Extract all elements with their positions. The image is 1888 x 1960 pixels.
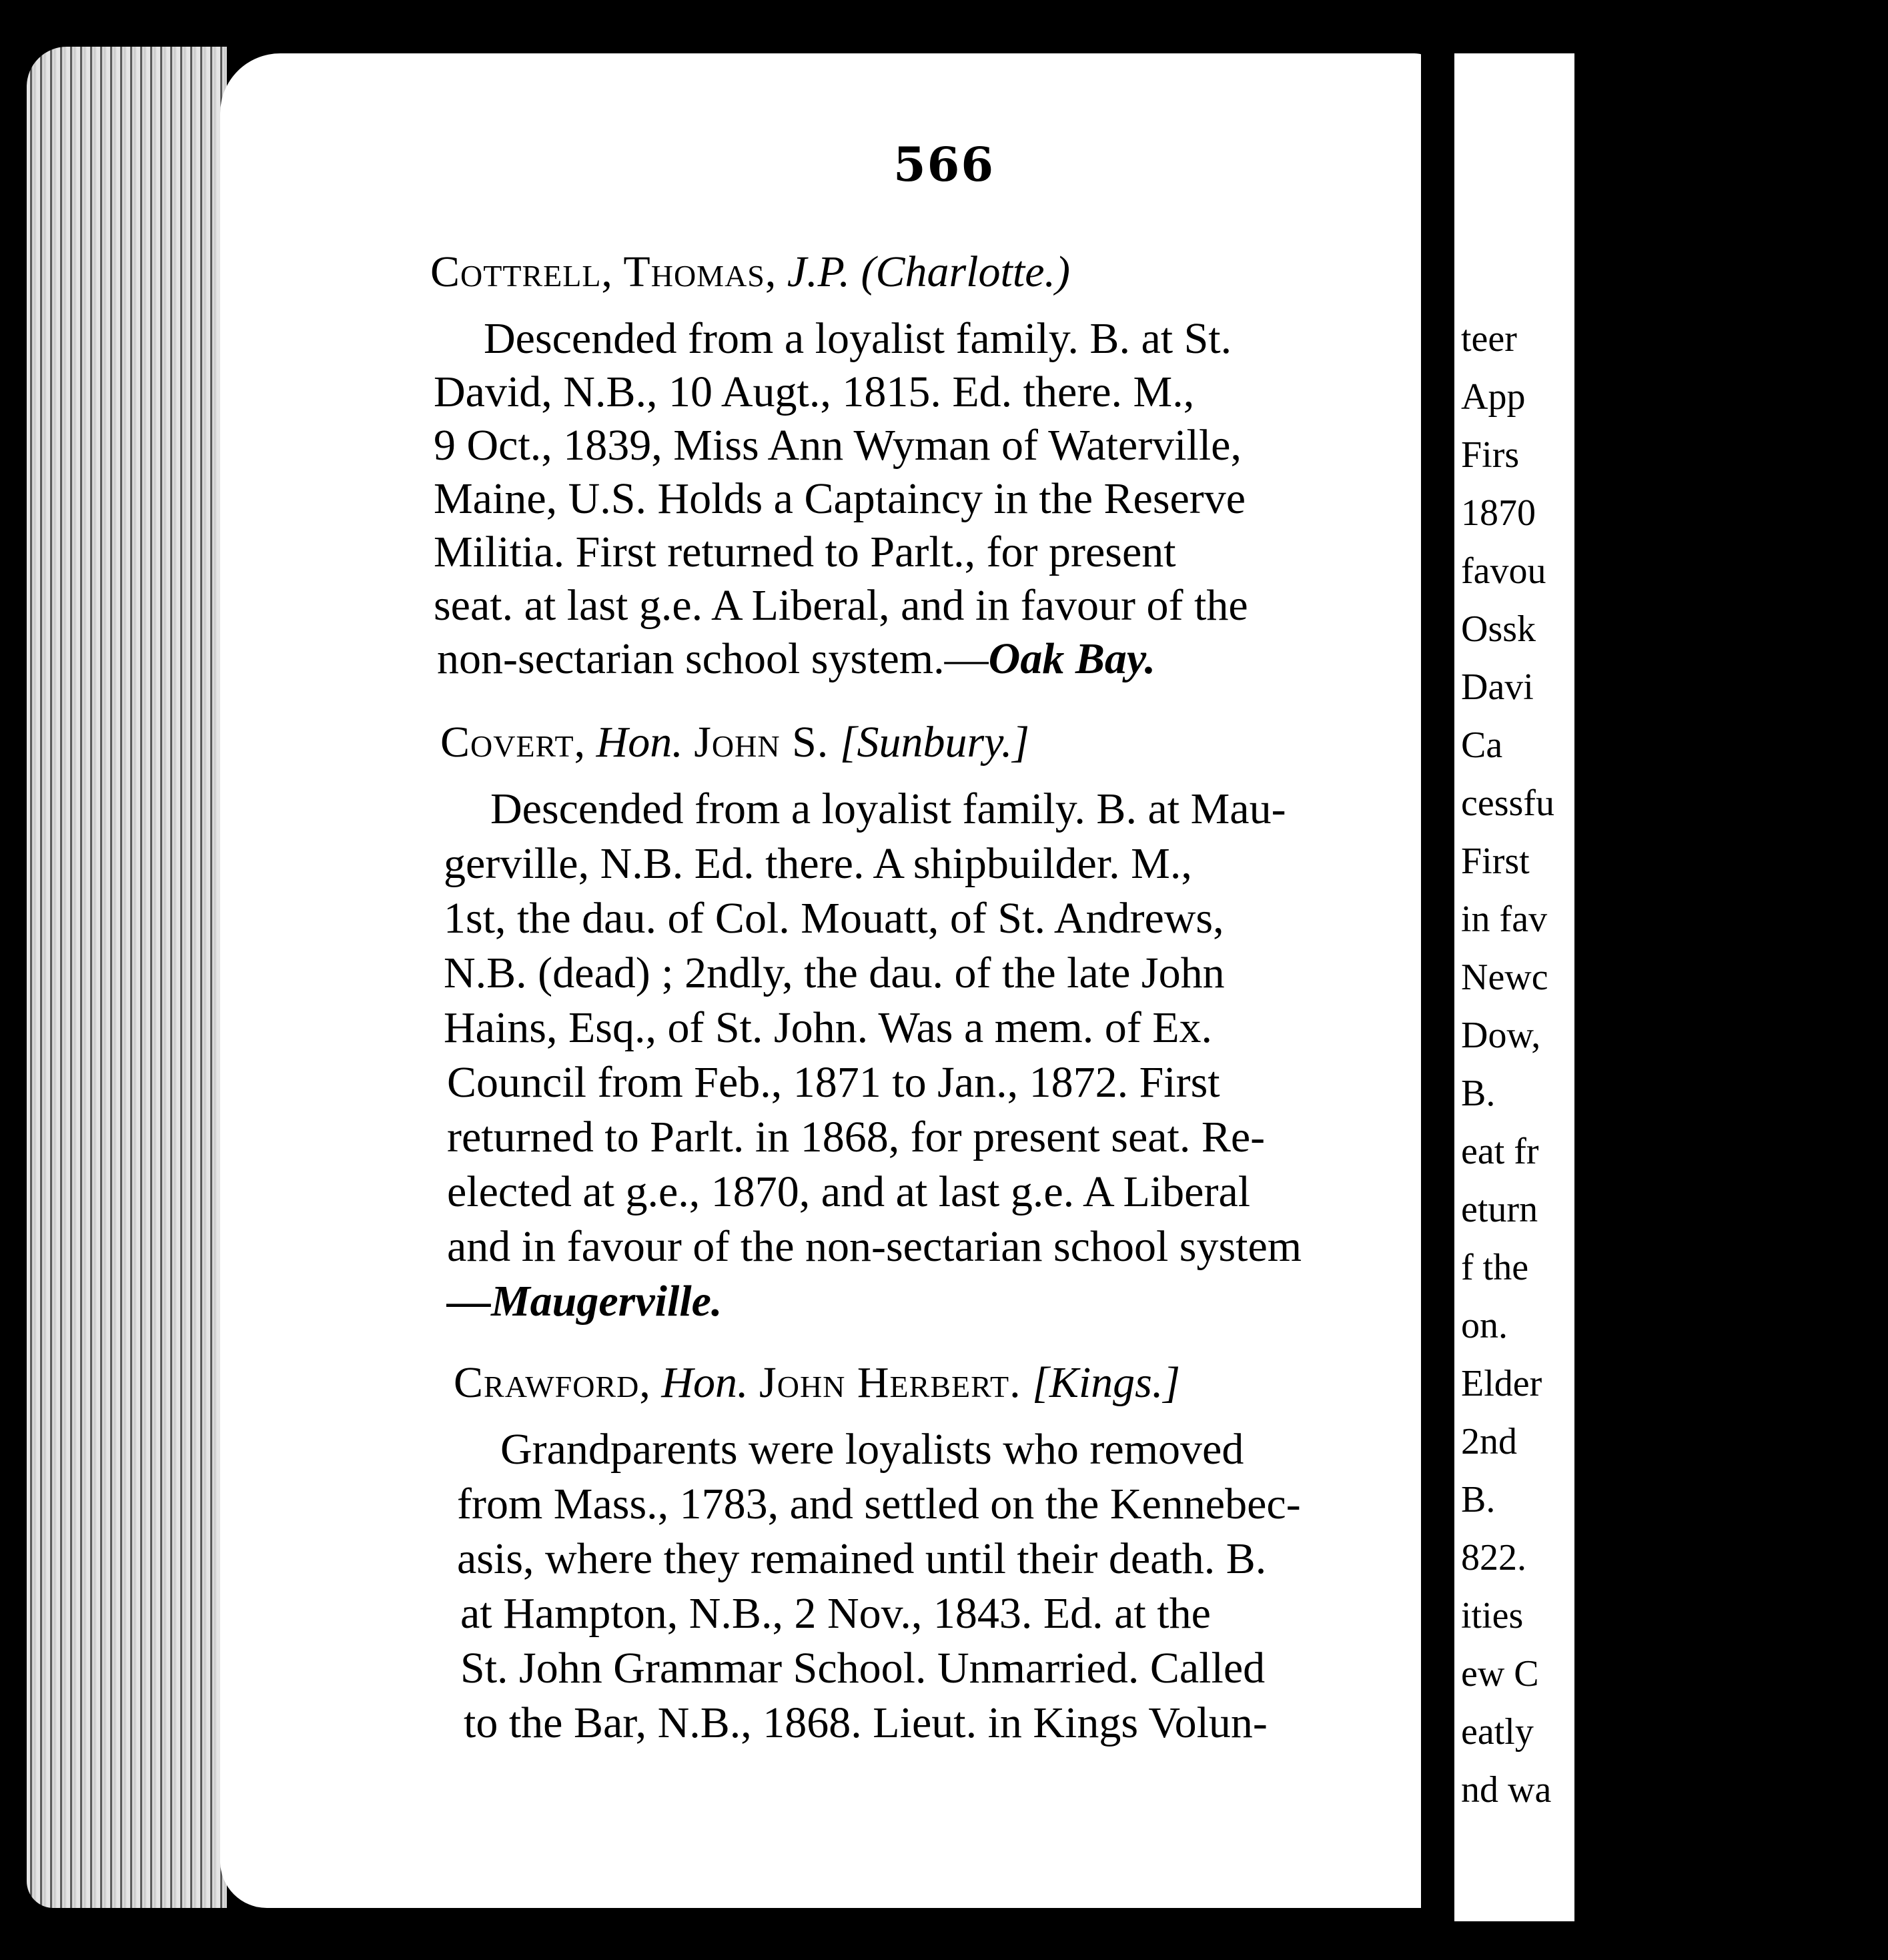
entry-text-line: from Mass., 1783, and settled on the Kennebec- <box>457 1480 1301 1528</box>
entry-text-fragment: non-sectarian school system.— <box>437 634 989 683</box>
facing-page-fragment: in fav <box>1461 899 1548 940</box>
facing-page-fragment: eatly <box>1461 1711 1534 1753</box>
page-stack-edge <box>27 47 227 1908</box>
page-number: 566 <box>893 137 995 192</box>
entry-riding: [Kings.] <box>1032 1358 1181 1407</box>
book-gutter <box>1421 40 1454 1941</box>
entry-text-line: Militia. First returned to Parlt., for present <box>434 528 1176 576</box>
entry-place: Oak Bay. <box>988 634 1156 683</box>
facing-page-fragment: Ca <box>1461 724 1503 766</box>
entry-text-line: Descended from a loyalist family. B. at St. <box>484 314 1232 363</box>
entry-text-line: to the Bar, N.B., 1868. Lieut. in Kings Volun- <box>464 1698 1268 1747</box>
facing-page-fragment: nd wa <box>1461 1769 1552 1811</box>
entry-text-line: gerville, N.B. Ed. there. A shipbuilder. M., <box>444 839 1192 888</box>
entry-title: J.P. <box>787 248 850 296</box>
entry-heading-cottrell: Cottrell, Thomas, J.P. (Charlotte.) <box>430 248 1070 296</box>
facing-page-fragment: Newc <box>1461 957 1548 998</box>
facing-page-fragment: 1870 <box>1461 492 1536 534</box>
facing-page-fragment: on. <box>1461 1305 1508 1346</box>
entry-text-line: 9 Oct., 1839, Miss Ann Wyman of Waterville, <box>434 421 1242 470</box>
facing-page-fragment: Elder <box>1461 1363 1542 1404</box>
facing-page-fragment: Dow, <box>1461 1015 1541 1056</box>
facing-page-fragment: teer <box>1461 318 1517 360</box>
entry-text-line: 1st, the dau. of Col. Mouatt, of St. Andrews, <box>444 894 1224 943</box>
entry-text-line: St. John Grammar School. Unmarried. Called <box>460 1644 1266 1692</box>
facing-page-fragment: eat fr <box>1461 1131 1539 1172</box>
entry-text-line: Hains, Esq., of St. John. Was a mem. of Ex. <box>444 1003 1213 1052</box>
facing-page-fragment: f the <box>1461 1247 1529 1288</box>
entry-text-line: N.B. (dead) ; 2ndly, the dau. of the late John <box>444 949 1225 997</box>
entry-heading-crawford: Crawford, Hon. John Herbert. [Kings.] <box>454 1358 1181 1407</box>
entry-surname: Cottrell <box>430 248 602 296</box>
facing-page-fragment: B. <box>1461 1479 1496 1520</box>
entry-heading-covert: Covert, Hon. John S. [Sunbury.] <box>440 718 1030 767</box>
entry-given-name: John Herbert. <box>759 1358 1021 1407</box>
facing-page <box>1454 53 1574 1921</box>
entry-surname: Crawford <box>454 1358 640 1407</box>
entry-text-line: asis, where they remained until their death. B. <box>457 1534 1267 1583</box>
facing-page-fragment: cessfu <box>1461 783 1554 824</box>
entry-text-line: Council from Feb., 1871 to Jan., 1872. First <box>447 1058 1220 1107</box>
facing-page-fragment: B. <box>1461 1073 1496 1114</box>
entry-text-line: seat. at last g.e. A Liberal, and in favour of the <box>434 581 1248 630</box>
entry-given-name: John S. <box>694 718 829 767</box>
entry-honorific: Hon. <box>596 718 683 767</box>
entry-text-line: at Hampton, N.B., 2 Nov., 1843. Ed. at the <box>460 1589 1211 1638</box>
entry-text-line: Maine, U.S. Holds a Captaincy in the Reserve <box>434 474 1246 523</box>
facing-page-fragment: Ossk <box>1461 608 1536 650</box>
entry-text-line: and in favour of the non-sectarian school system <box>447 1222 1302 1271</box>
facing-page-fragment: First <box>1461 841 1530 882</box>
facing-page-fragment: ities <box>1461 1595 1524 1636</box>
facing-page-fragment: App <box>1461 376 1526 418</box>
entry-text-line: Descended from a loyalist family. B. at Mau- <box>490 785 1286 833</box>
entry-place: —Maugerville. <box>447 1277 723 1326</box>
entry-text-line <box>437 634 1156 683</box>
entry-riding: [Sunbury.] <box>839 718 1030 767</box>
facing-page-fragment: Firs <box>1461 434 1520 476</box>
facing-page-fragment: 2nd <box>1461 1421 1517 1462</box>
entry-text-line: elected at g.e., 1870, and at last g.e. A Liberal <box>447 1167 1251 1216</box>
facing-page-fragment: favou <box>1461 550 1546 592</box>
entry-text-line: David, N.B., 10 Augt., 1815. Ed. there. M., <box>434 368 1195 416</box>
facing-page-fragment: Davi <box>1461 666 1534 708</box>
entry-text-line: Grandparents were loyalists who removed <box>500 1425 1244 1474</box>
entry-riding: (Charlotte.) <box>861 248 1070 296</box>
facing-page-fragment: 822. <box>1461 1537 1526 1578</box>
entry-text-line: returned to Parlt. in 1868, for present seat. Re- <box>447 1113 1266 1161</box>
facing-page-fragment: ew C <box>1461 1653 1539 1694</box>
entry-honorific: Hon. <box>661 1358 749 1407</box>
facing-page-fragment: eturn <box>1461 1189 1538 1230</box>
entry-given-name: Thomas <box>623 248 765 296</box>
entry-surname: Covert <box>440 718 574 767</box>
